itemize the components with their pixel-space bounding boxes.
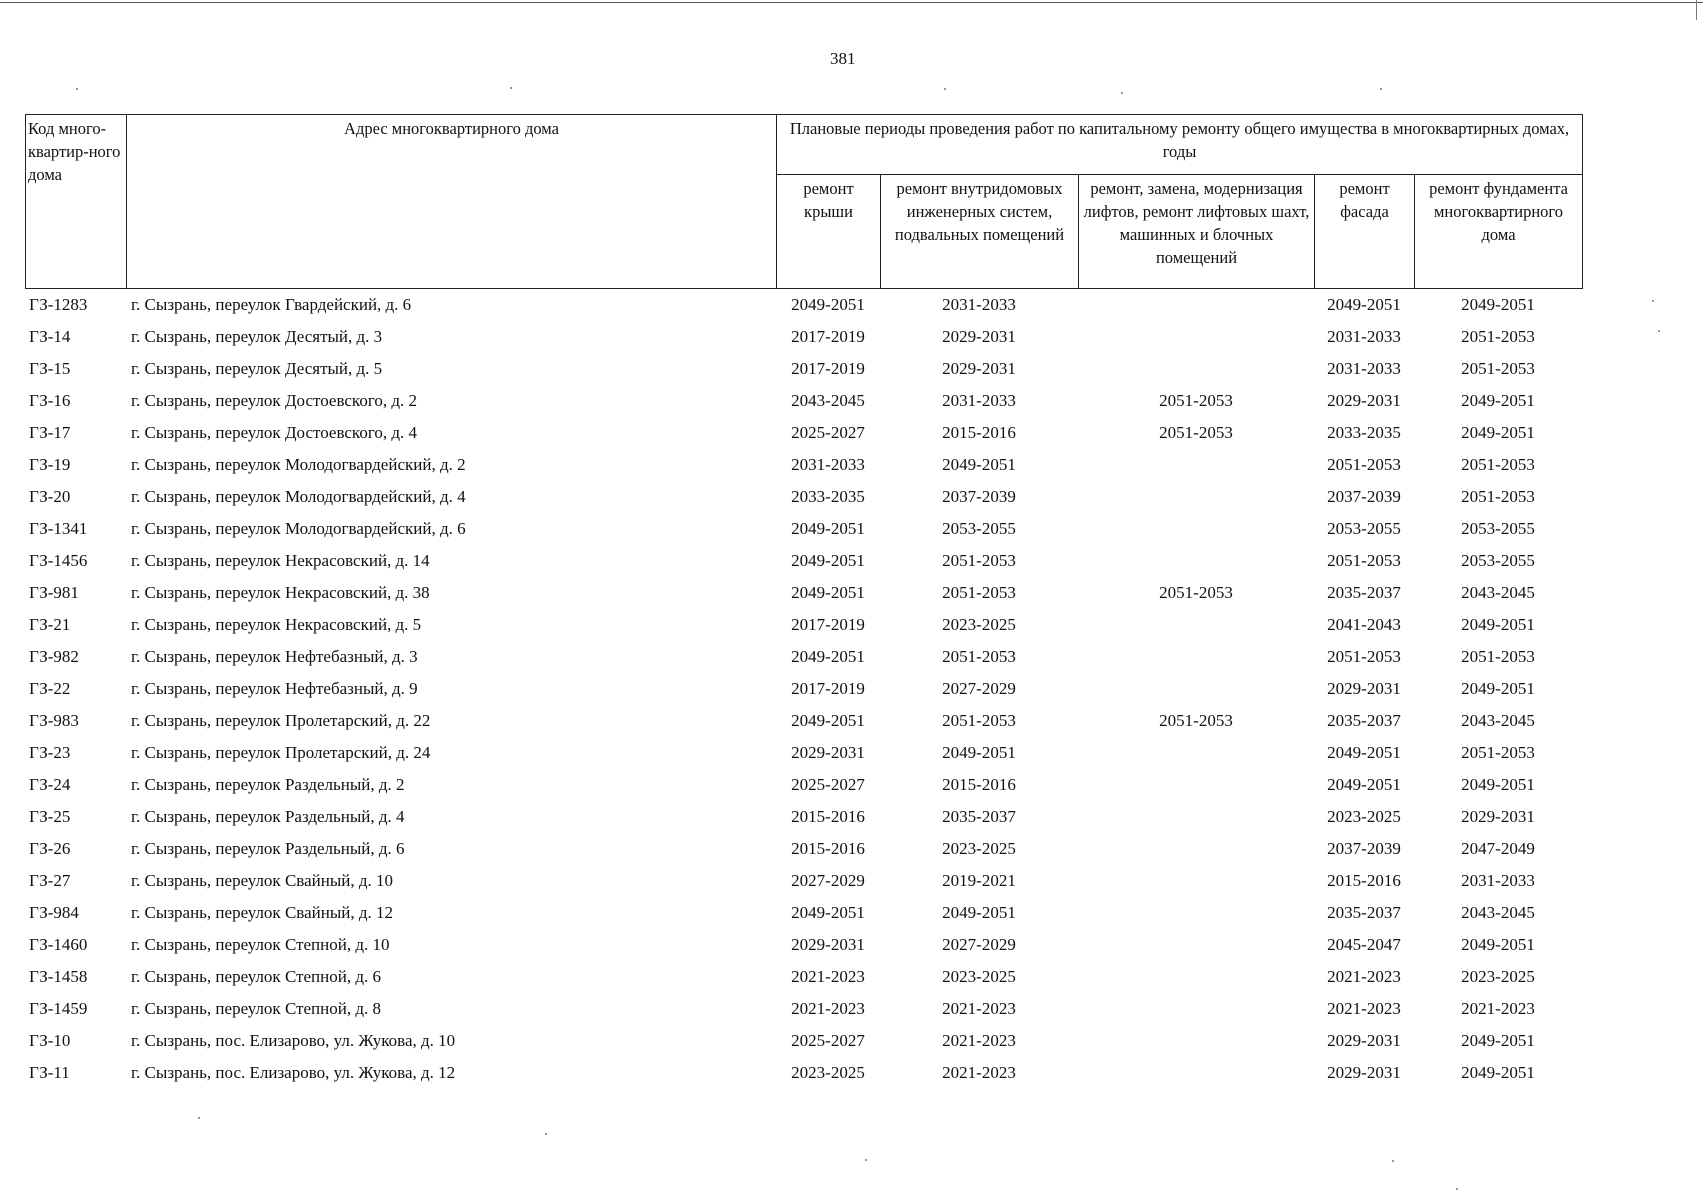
cell-facade: 2033-2035 <box>1327 423 1401 442</box>
cell-roof: 2049-2051 <box>791 711 865 730</box>
cell-roof: 2029-2031 <box>791 743 865 762</box>
cell-facade: 2029-2031 <box>1327 1031 1401 1050</box>
cell-code: ГЗ-26 <box>29 839 71 858</box>
table-header <box>25 114 1583 289</box>
cell-internal-systems: 2027-2029 <box>942 679 1016 698</box>
cell-elevators <box>1078 961 1314 993</box>
cell-code: ГЗ-14 <box>29 327 71 346</box>
cell-elevators <box>1078 481 1314 513</box>
scan-speck <box>1658 330 1660 332</box>
cell-code: ГЗ-1458 <box>29 967 88 986</box>
cell-roof: 2017-2019 <box>791 327 865 346</box>
cell-code: ГЗ-1456 <box>29 551 88 570</box>
cell-elevators <box>1078 993 1314 1025</box>
cell-roof: 2027-2029 <box>791 871 865 890</box>
cell-foundation: 2053-2055 <box>1461 551 1535 570</box>
cell-facade: 2045-2047 <box>1327 935 1401 954</box>
cell-roof: 2025-2027 <box>791 423 865 442</box>
cell-code: ГЗ-16 <box>29 391 71 410</box>
cell-code: ГЗ-1459 <box>29 999 88 1018</box>
cell-code: ГЗ-11 <box>29 1063 70 1082</box>
cell-facade: 2049-2051 <box>1327 295 1401 314</box>
scan-speck <box>865 1159 867 1161</box>
cell-foundation: 2051-2053 <box>1461 487 1535 506</box>
column-header-code: Код много-квартир-ного дома <box>26 115 127 289</box>
cell-foundation: 2051-2053 <box>1461 647 1535 666</box>
cell-facade: 2051-2053 <box>1327 455 1401 474</box>
table-row <box>25 961 1582 993</box>
table-row <box>25 801 1582 833</box>
cell-internal-systems: 2019-2021 <box>942 871 1016 890</box>
cell-code: ГЗ-19 <box>29 455 71 474</box>
cell-foundation: 2047-2049 <box>1461 839 1535 858</box>
column-header-elevators: ремонт, замена, модернизация лифтов, ремонт лифтовых шахт, машинных и блочных помещений <box>1079 174 1315 288</box>
cell-address: г. Сызрань, переулок Пролетарский, д. 24 <box>131 743 431 762</box>
cell-internal-systems: 2051-2053 <box>942 647 1016 666</box>
cell-internal-systems: 2031-2033 <box>942 391 1016 410</box>
cell-foundation: 2051-2053 <box>1461 455 1535 474</box>
cell-foundation: 2043-2045 <box>1461 583 1535 602</box>
table-row <box>25 545 1582 577</box>
cell-elevators <box>1078 801 1314 833</box>
table-row <box>25 321 1582 353</box>
cell-address: г. Сызрань, переулок Свайный, д. 12 <box>131 903 393 922</box>
cell-foundation: 2051-2053 <box>1461 743 1535 762</box>
cell-address: г. Сызрань, переулок Степной, д. 8 <box>131 999 381 1018</box>
cell-roof: 2043-2045 <box>791 391 865 410</box>
cell-elevators <box>1078 673 1314 705</box>
cell-elevators <box>1078 833 1314 865</box>
cell-elevators <box>1078 865 1314 897</box>
cell-roof: 2021-2023 <box>791 999 865 1018</box>
table-row <box>25 385 1582 417</box>
cell-address: г. Сызрань, переулок Молодогвардейский, д. 4 <box>131 487 466 506</box>
scan-speck <box>510 87 512 89</box>
cell-foundation: 2049-2051 <box>1461 295 1535 314</box>
cell-elevators <box>1078 1057 1314 1089</box>
cell-code: ГЗ-20 <box>29 487 71 506</box>
cell-internal-systems: 2051-2053 <box>942 711 1016 730</box>
cell-facade: 2041-2043 <box>1327 615 1401 634</box>
cell-foundation: 2031-2033 <box>1461 871 1535 890</box>
cell-facade: 2049-2051 <box>1327 775 1401 794</box>
cell-internal-systems: 2021-2023 <box>942 1031 1016 1050</box>
cell-elevators <box>1078 1025 1314 1057</box>
table-row <box>25 705 1582 737</box>
cell-internal-systems: 2049-2051 <box>942 743 1016 762</box>
cell-address: г. Сызрань, переулок Достоевского, д. 4 <box>131 423 418 442</box>
scan-speck <box>944 88 946 90</box>
cell-roof: 2033-2035 <box>791 487 865 506</box>
table-row <box>25 289 1582 321</box>
cell-code: ГЗ-22 <box>29 679 71 698</box>
right-border-line <box>1696 0 1697 20</box>
scan-speck <box>76 88 78 90</box>
cell-internal-systems: 2049-2051 <box>942 903 1016 922</box>
cell-roof: 2015-2016 <box>791 807 865 826</box>
cell-internal-systems: 2051-2053 <box>942 551 1016 570</box>
cell-elevators: 2051-2053 <box>1159 391 1233 410</box>
cell-address: г. Сызрань, пос. Елизарово, ул. Жукова, д. 10 <box>131 1031 456 1050</box>
cell-elevators: 2051-2053 <box>1159 711 1233 730</box>
cell-roof: 2025-2027 <box>791 775 865 794</box>
column-header-internal-systems: ремонт внутридомовых инженерных систем, подвальных помещений <box>881 174 1079 288</box>
cell-roof: 2049-2051 <box>791 583 865 602</box>
cell-foundation: 2049-2051 <box>1461 775 1535 794</box>
cell-roof: 2017-2019 <box>791 679 865 698</box>
cell-elevators: 2051-2053 <box>1159 583 1233 602</box>
cell-code: ГЗ-24 <box>29 775 71 794</box>
cell-facade: 2049-2051 <box>1327 743 1401 762</box>
repair-schedule-table <box>25 289 1582 1089</box>
cell-facade: 2021-2023 <box>1327 999 1401 1018</box>
cell-roof: 2049-2051 <box>791 551 865 570</box>
table-row <box>25 865 1582 897</box>
cell-code: ГЗ-27 <box>29 871 71 890</box>
cell-facade: 2031-2033 <box>1327 327 1401 346</box>
cell-foundation: 2029-2031 <box>1461 807 1535 826</box>
cell-elevators <box>1078 897 1314 929</box>
cell-foundation: 2049-2051 <box>1461 615 1535 634</box>
table-body <box>25 289 1582 1089</box>
cell-internal-systems: 2023-2025 <box>942 839 1016 858</box>
table-row <box>25 1057 1582 1089</box>
scan-speck <box>545 1133 547 1135</box>
cell-code: ГЗ-984 <box>29 903 79 922</box>
cell-facade: 2029-2031 <box>1327 391 1401 410</box>
cell-address: г. Сызрань, переулок Достоевского, д. 2 <box>131 391 418 410</box>
cell-internal-systems: 2029-2031 <box>942 359 1016 378</box>
table-row <box>25 481 1582 513</box>
cell-internal-systems: 2021-2023 <box>942 999 1016 1018</box>
cell-elevators <box>1078 641 1314 673</box>
cell-code: ГЗ-10 <box>29 1031 71 1050</box>
cell-elevators <box>1078 353 1314 385</box>
cell-code: ГЗ-1341 <box>29 519 88 538</box>
cell-facade: 2015-2016 <box>1327 871 1401 890</box>
table-row <box>25 577 1582 609</box>
cell-foundation: 2051-2053 <box>1461 327 1535 346</box>
column-group-planned-periods: Плановые периоды проведения работ по капитальному ремонту общего имущества в многоквартирных домах, годы <box>777 115 1583 175</box>
cell-foundation: 2021-2023 <box>1461 999 1535 1018</box>
cell-facade: 2031-2033 <box>1327 359 1401 378</box>
cell-facade: 2053-2055 <box>1327 519 1401 538</box>
cell-elevators <box>1078 321 1314 353</box>
cell-facade: 2037-2039 <box>1327 839 1401 858</box>
table-row <box>25 641 1582 673</box>
cell-internal-systems: 2031-2033 <box>942 295 1016 314</box>
cell-address: г. Сызрань, переулок Нефтебазный, д. 9 <box>131 679 418 698</box>
cell-internal-systems: 2029-2031 <box>942 327 1016 346</box>
scan-speck <box>1121 92 1123 94</box>
cell-address: г. Сызрань, переулок Раздельный, д. 4 <box>131 807 405 826</box>
cell-address: г. Сызрань, переулок Молодогвардейский, д. 2 <box>131 455 466 474</box>
top-border-line <box>0 2 1703 3</box>
cell-facade: 2023-2025 <box>1327 807 1401 826</box>
cell-internal-systems: 2015-2016 <box>942 775 1016 794</box>
cell-facade: 2035-2037 <box>1327 583 1401 602</box>
cell-address: г. Сызрань, переулок Степной, д. 10 <box>131 935 390 954</box>
cell-address: г. Сызрань, переулок Некрасовский, д. 38 <box>131 583 430 602</box>
column-header-address: Адрес многоквартирного дома <box>127 115 777 289</box>
cell-elevators <box>1078 513 1314 545</box>
cell-roof: 2021-2023 <box>791 967 865 986</box>
cell-foundation: 2049-2051 <box>1461 391 1535 410</box>
table-row <box>25 673 1582 705</box>
scan-speck <box>1456 1188 1458 1190</box>
cell-elevators <box>1078 449 1314 481</box>
cell-address: г. Сызрань, переулок Пролетарский, д. 22 <box>131 711 431 730</box>
table-row <box>25 897 1582 929</box>
column-header-roof: ремонт крыши <box>777 174 881 288</box>
cell-address: г. Сызрань, пос. Елизарово, ул. Жукова, д. 12 <box>131 1063 456 1082</box>
cell-roof: 2017-2019 <box>791 359 865 378</box>
cell-elevators <box>1078 737 1314 769</box>
cell-foundation: 2051-2053 <box>1461 359 1535 378</box>
cell-roof: 2015-2016 <box>791 839 865 858</box>
cell-roof: 2031-2033 <box>791 455 865 474</box>
cell-address: г. Сызрань, переулок Молодогвардейский, д. 6 <box>131 519 466 538</box>
cell-elevators: 2051-2053 <box>1159 423 1233 442</box>
cell-code: ГЗ-17 <box>29 423 71 442</box>
cell-address: г. Сызрань, переулок Некрасовский, д. 14 <box>131 551 430 570</box>
table-row <box>25 417 1582 449</box>
cell-code: ГЗ-981 <box>29 583 79 602</box>
cell-foundation: 2049-2051 <box>1461 1063 1535 1082</box>
cell-facade: 2035-2037 <box>1327 903 1401 922</box>
cell-address: г. Сызрань, переулок Некрасовский, д. 5 <box>131 615 422 634</box>
cell-roof: 2049-2051 <box>791 903 865 922</box>
table-row <box>25 353 1582 385</box>
cell-address: г. Сызрань, переулок Свайный, д. 10 <box>131 871 393 890</box>
cell-internal-systems: 2053-2055 <box>942 519 1016 538</box>
table-row <box>25 993 1582 1025</box>
table-row <box>25 609 1582 641</box>
cell-code: ГЗ-25 <box>29 807 71 826</box>
cell-facade: 2037-2039 <box>1327 487 1401 506</box>
cell-internal-systems: 2027-2029 <box>942 935 1016 954</box>
cell-foundation: 2049-2051 <box>1461 1031 1535 1050</box>
cell-elevators <box>1078 545 1314 577</box>
cell-address: г. Сызрань, переулок Нефтебазный, д. 3 <box>131 647 418 666</box>
cell-code: ГЗ-1283 <box>29 295 88 314</box>
table-row <box>25 929 1582 961</box>
cell-foundation: 2043-2045 <box>1461 711 1535 730</box>
column-header-foundation: ремонт фундамента многоквартирного дома <box>1415 174 1583 288</box>
cell-facade: 2021-2023 <box>1327 967 1401 986</box>
scan-speck <box>198 1117 200 1119</box>
table-row <box>25 769 1582 801</box>
cell-foundation: 2049-2051 <box>1461 423 1535 442</box>
table-row <box>25 449 1582 481</box>
cell-code: ГЗ-21 <box>29 615 71 634</box>
cell-internal-systems: 2023-2025 <box>942 967 1016 986</box>
cell-address: г. Сызрань, переулок Раздельный, д. 6 <box>131 839 405 858</box>
cell-roof: 2029-2031 <box>791 935 865 954</box>
cell-facade: 2051-2053 <box>1327 647 1401 666</box>
cell-elevators <box>1078 609 1314 641</box>
cell-roof: 2017-2019 <box>791 615 865 634</box>
scan-speck <box>1380 88 1382 90</box>
cell-roof: 2049-2051 <box>791 295 865 314</box>
cell-code: ГЗ-1460 <box>29 935 88 954</box>
cell-elevators <box>1078 289 1314 321</box>
cell-code: ГЗ-15 <box>29 359 71 378</box>
cell-facade: 2035-2037 <box>1327 711 1401 730</box>
cell-code: ГЗ-982 <box>29 647 79 666</box>
cell-foundation: 2049-2051 <box>1461 679 1535 698</box>
cell-facade: 2051-2053 <box>1327 551 1401 570</box>
cell-elevators <box>1078 769 1314 801</box>
cell-code: ГЗ-983 <box>29 711 79 730</box>
cell-roof: 2023-2025 <box>791 1063 865 1082</box>
page-number: 381 <box>830 49 856 68</box>
cell-code: ГЗ-23 <box>29 743 71 762</box>
cell-internal-systems: 2051-2053 <box>942 583 1016 602</box>
cell-facade: 2029-2031 <box>1327 679 1401 698</box>
cell-internal-systems: 2049-2051 <box>942 455 1016 474</box>
cell-facade: 2029-2031 <box>1327 1063 1401 1082</box>
scan-speck <box>1652 300 1654 302</box>
cell-internal-systems: 2015-2016 <box>942 423 1016 442</box>
cell-internal-systems: 2023-2025 <box>942 615 1016 634</box>
table-row <box>25 737 1582 769</box>
cell-elevators <box>1078 929 1314 961</box>
scan-speck <box>1392 1160 1394 1162</box>
table-row <box>25 513 1582 545</box>
table-row <box>25 833 1582 865</box>
cell-address: г. Сызрань, переулок Десятый, д. 3 <box>131 327 383 346</box>
column-header-facade: ремонт фасада <box>1315 174 1415 288</box>
cell-internal-systems: 2035-2037 <box>942 807 1016 826</box>
table-row <box>25 1025 1582 1057</box>
cell-internal-systems: 2037-2039 <box>942 487 1016 506</box>
cell-address: г. Сызрань, переулок Гвардейский, д. 6 <box>131 295 412 314</box>
cell-address: г. Сызрань, переулок Раздельный, д. 2 <box>131 775 405 794</box>
cell-address: г. Сызрань, переулок Десятый, д. 5 <box>131 359 383 378</box>
cell-roof: 2049-2051 <box>791 647 865 666</box>
cell-foundation: 2023-2025 <box>1461 967 1535 986</box>
cell-internal-systems: 2021-2023 <box>942 1063 1016 1082</box>
cell-foundation: 2043-2045 <box>1461 903 1535 922</box>
cell-foundation: 2049-2051 <box>1461 935 1535 954</box>
cell-roof: 2049-2051 <box>791 519 865 538</box>
cell-roof: 2025-2027 <box>791 1031 865 1050</box>
cell-address: г. Сызрань, переулок Степной, д. 6 <box>131 967 381 986</box>
cell-foundation: 2053-2055 <box>1461 519 1535 538</box>
